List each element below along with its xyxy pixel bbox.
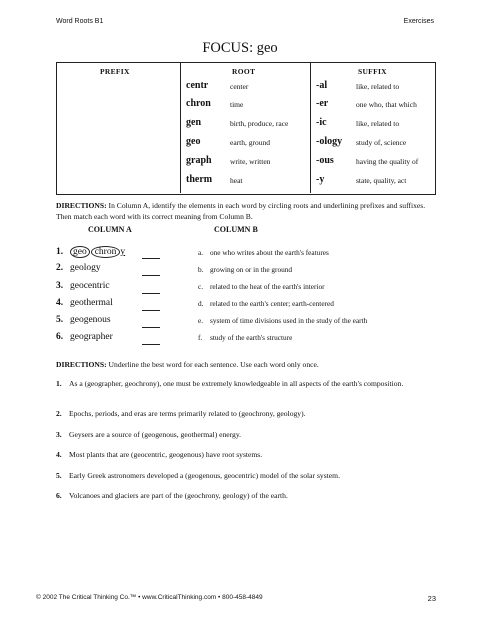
suffix-term: -er [316, 98, 329, 109]
root-meaning: center [230, 82, 249, 91]
item-letter: f. [198, 333, 203, 342]
answer-blank[interactable] [142, 258, 160, 259]
underlined-suffix: y [120, 247, 126, 257]
item-letter: c. [198, 282, 204, 291]
column-b-item [198, 248, 329, 257]
directions-label: DIRECTIONS: [56, 201, 107, 210]
root-term: gen [186, 117, 201, 128]
item-number: 2. [56, 263, 64, 273]
suffix-term: -al [316, 80, 328, 91]
table-divider-1 [180, 62, 181, 193]
page-number: 23 [427, 594, 436, 603]
root-term: chron [186, 98, 211, 109]
answer-blank[interactable] [142, 293, 160, 294]
root-meaning: heat [230, 176, 243, 185]
suffix-meaning: state, quality, act [356, 176, 407, 185]
column-b-text: related to the earth's center; earth-centered [210, 299, 334, 308]
answer-blank[interactable] [142, 275, 160, 276]
column-b-text: study of the earth's structure [210, 333, 293, 342]
item-number: 4. [56, 450, 62, 459]
item-letter: b. [198, 265, 204, 274]
sentence-item [56, 449, 436, 460]
root-meaning: birth, produce, race [230, 119, 289, 128]
sentence-text: Early Greek astronomers developed a (geogenous, geocentric) model of the solar system. [69, 471, 340, 480]
directions-1 [56, 200, 436, 222]
item-letter: a. [198, 248, 204, 257]
item-letter: d. [198, 299, 204, 308]
sentence-text: Most plants that are (geocentric, geogenous) have root systems. [69, 450, 263, 459]
header-left: Word Roots B1 [56, 18, 104, 25]
column-a-word: geogenous [70, 315, 111, 325]
item-number: 6. [56, 491, 62, 500]
item-number: 2. [56, 409, 62, 418]
suffix-meaning: one who, that which [356, 100, 417, 109]
column-a-word: geocentric [70, 281, 110, 291]
item-number: 5. [56, 471, 62, 480]
column-b-item [198, 316, 367, 325]
directions-2 [56, 359, 436, 370]
answer-blank[interactable] [142, 344, 160, 345]
column-b-item [198, 333, 292, 342]
column-b-item [198, 282, 325, 291]
column-b-text: related to the heat of the earth's interior [210, 282, 325, 291]
suffix-term: -ous [316, 155, 334, 166]
root-term: graph [186, 155, 212, 166]
sentence-item [56, 408, 436, 419]
item-number: 1. [56, 247, 64, 257]
column-a-item [56, 315, 111, 325]
column-b-text: system of time divisions used in the study of the earth [210, 316, 368, 325]
suffix-term: -ic [316, 117, 327, 128]
item-number: 4. [56, 298, 64, 308]
column-b-item [198, 265, 292, 274]
root-term: centr [186, 80, 209, 91]
column-a-item [56, 332, 113, 342]
sentence-text: As a (geographer, geochrony), one must be extremely knowledgeable in all aspects of the earth's composition. [69, 379, 404, 388]
sentence-text: Epochs, periods, and eras are terms primarily related to (geochrony, geology). [69, 409, 306, 418]
column-a-word: geothermal [70, 298, 113, 308]
column-a-item [56, 263, 101, 273]
prefix-header: PREFIX [100, 67, 130, 76]
column-a-item [56, 298, 113, 308]
column-a-word: geology [70, 263, 101, 273]
suffix-term: -y [316, 174, 325, 185]
sentence-text: Volcanoes and glaciers are part of the (geochrony, geology) of the earth. [69, 491, 288, 500]
header-right: Exercises [403, 18, 434, 25]
root-meaning: time [230, 100, 244, 109]
item-number: 6. [56, 332, 64, 342]
suffix-term: -ology [316, 136, 343, 147]
table-divider-2 [310, 62, 311, 193]
directions-text: In Column A, identify the elements in each word by circling roots and underlining prefixes and suffixes. Then match each word with its correct meaning from Column B. [56, 201, 426, 221]
column-b-header: COLUMN B [214, 225, 258, 234]
sentence-text: Geysers are a source of (geogenous, geothermal) energy. [69, 430, 242, 439]
column-a-word: geographer [70, 332, 113, 342]
suffix-meaning: like, related to [356, 119, 400, 128]
circled-root-geo: geo [70, 246, 90, 258]
suffix-meaning: like, related to [356, 82, 400, 91]
root-header: ROOT [232, 67, 256, 76]
directions-text: Underline the best word for each sentence. Use each word only once. [106, 360, 319, 369]
sentence-item [56, 490, 436, 501]
root-term: therm [186, 174, 213, 185]
root-term: geo [186, 136, 201, 147]
sentence-item [56, 429, 436, 440]
item-number: 3. [56, 281, 64, 291]
item-number: 1. [56, 379, 62, 388]
root-meaning: earth, ground [230, 138, 270, 147]
sentence-item [56, 378, 436, 389]
suffix-header: SUFFIX [358, 67, 387, 76]
column-b-text: one who writes about the earth's features [210, 248, 329, 257]
item-number: 3. [56, 430, 62, 439]
suffix-meaning: having the quality of [356, 157, 419, 166]
column-b-item [198, 299, 334, 308]
column-b-text: growing on or in the ground [210, 265, 293, 274]
column-a-item [56, 281, 110, 291]
directions-label: DIRECTIONS: [56, 360, 107, 369]
sentence-item [56, 470, 436, 481]
suffix-meaning: study of, science [356, 138, 407, 147]
answer-blank[interactable] [142, 310, 160, 311]
root-meaning: write, written [230, 157, 271, 166]
page-title: FOCUS: geo [202, 40, 278, 56]
answer-blank[interactable] [142, 327, 160, 328]
item-letter: e. [198, 316, 204, 325]
column-a-header: COLUMN A [88, 225, 132, 234]
example-word [56, 246, 125, 258]
footer-copyright: © 2002 The Critical Thinking Co.™ • www.CriticalThinking.com • 800-458-4849 [36, 594, 263, 601]
item-number: 5. [56, 315, 64, 325]
circled-root-chron: chron [91, 246, 121, 258]
